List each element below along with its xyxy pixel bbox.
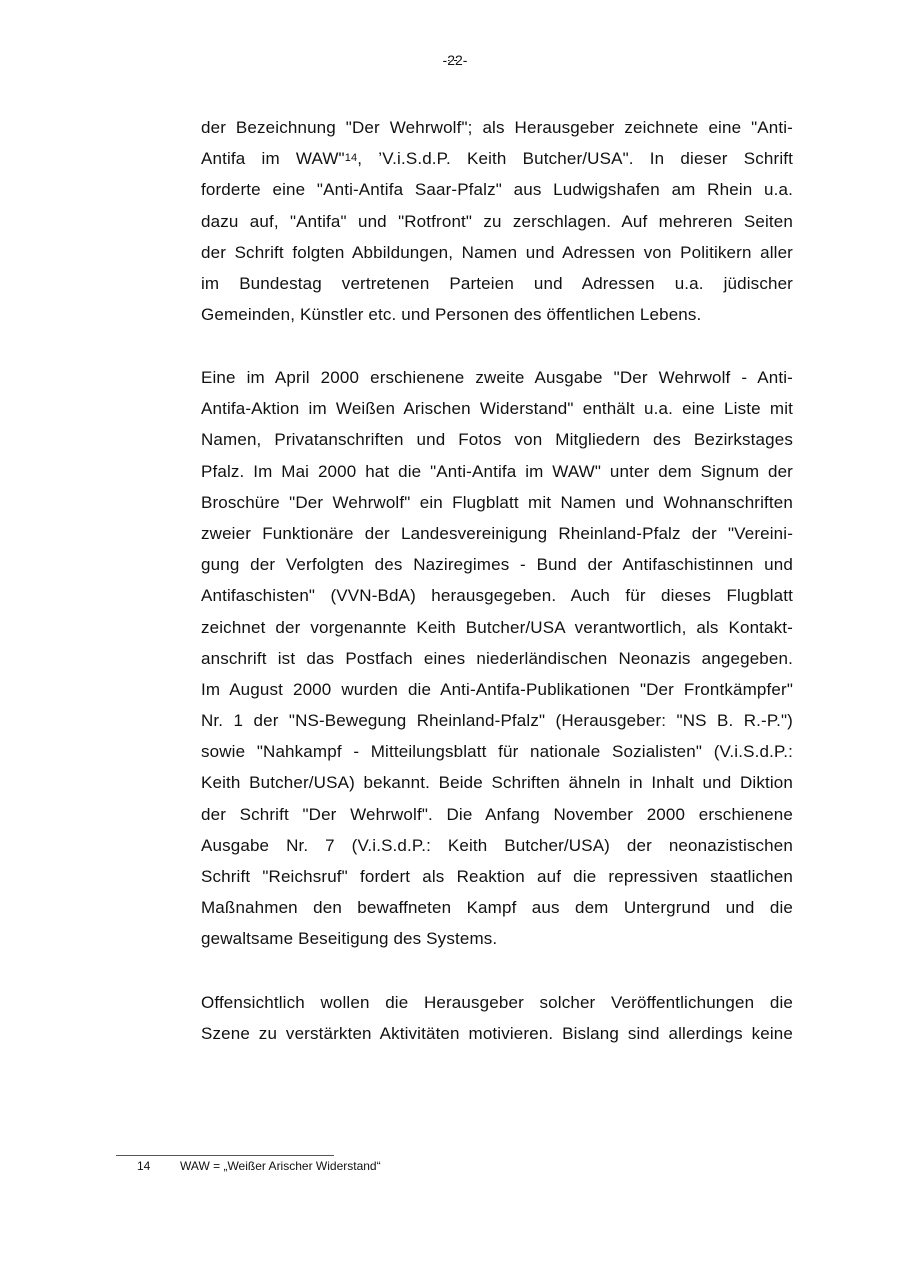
- paragraph-1: [201, 112, 793, 330]
- text-line: gung der Verfolgten des Naziregimes - Bund der Antifaschistinnen und: [201, 555, 793, 575]
- text-line: Antifa-Aktion im Weißen Arischen Widerstand" enthält u.a. eine Liste mit: [201, 399, 793, 419]
- text-line: Ausgabe Nr. 7 (V.i.S.d.P.: Keith Butcher/USA) der neonazistischen: [201, 835, 793, 855]
- text-line: Schrift "Reichsruf" fordert als Reaktion auf die repressiven staatlichen: [201, 867, 793, 886]
- text-line: zeichnet der vorgenannte Keith Butcher/USA verantwortlich, als Kontakt-: [201, 617, 793, 637]
- text-line: Eine im April 2000 erschienene zweite Ausgabe "Der Wehrwolf - Anti-: [201, 368, 793, 387]
- text-line: Pfalz. Im Mai 2000 hat die "Anti-Antifa im WAW" unter dem Signum der: [201, 461, 793, 481]
- text-line: Antifaschisten" (VVN-BdA) herausgegeben. Auch für dieses Flugblatt: [201, 586, 793, 606]
- text-line: Im August 2000 wurden die Anti-Antifa-Publikationen "Der Frontkämpfer": [201, 679, 793, 699]
- text-line: forderte eine "Anti-Antifa Saar-Pfalz" aus Ludwigshafen am Rhein u.a.: [201, 180, 793, 200]
- text-line: im Bundestag vertretenen Parteien und Adressen u.a. jüdischer: [201, 273, 793, 293]
- text-line: zweier Funktionäre der Landesvereinigung Rheinland-Pfalz der "Vereini-: [201, 523, 793, 543]
- footnote-separator: [116, 1155, 334, 1156]
- text-line: gewaltsame Beseitigung des Systems.: [201, 929, 498, 949]
- text-line: Keith Butcher/USA) bekannt. Beide Schriften ähneln in Inhalt und Diktion: [201, 773, 793, 793]
- text-segment: , ’V.i.S.d.P. Keith Butcher/USA". In dieser Schrift: [357, 149, 793, 169]
- text-line: [201, 143, 793, 174]
- paragraph-2: [201, 362, 793, 955]
- text-line: der Schrift folgten Abbildungen, Namen und Adressen von Politikern aller: [201, 242, 793, 262]
- text-line: Nr. 1 der "NS-Bewegung Rheinland-Pfalz" (Herausgeber: "NS B. R.-P."): [201, 711, 793, 731]
- text-line: der Schrift "Der Wehrwolf". Die Anfang November 2000 erschienene: [201, 804, 793, 824]
- text-line: Namen, Privatanschriften und Fotos von Mitgliedern des Bezirkstages: [201, 430, 793, 450]
- text-line: Offensichtlich wollen die Herausgeber solcher Veröffentlichungen die: [201, 993, 793, 1012]
- paragraph-3: [201, 987, 793, 1049]
- text-line: anschrift ist das Postfach eines niederländischen Neonazis angegeben.: [201, 648, 793, 668]
- footnote-text: WAW = „Weißer Arischer Widerstand“: [180, 1159, 381, 1173]
- text-line: dazu auf, "Antifa" und "Rotfront" zu zerschlagen. Auf mehreren Seiten: [201, 211, 793, 231]
- text-line: Broschüre "Der Wehrwolf" ein Flugblatt mit Namen und Wohnanschriften: [201, 492, 793, 512]
- text-line: der Bezeichnung "Der Wehrwolf"; als Herausgeber zeichnete eine "Anti-: [201, 118, 793, 137]
- text-line: Szene zu verstärkten Aktivitäten motivieren. Bislang sind allerdings keine: [201, 1024, 793, 1044]
- page-number: -22-: [442, 52, 468, 68]
- footnote-number: 14: [137, 1159, 151, 1173]
- footnote-reference[interactable]: 14: [344, 152, 358, 165]
- text-line: sowie "Nahkampf - Mitteilungsblatt für nationale Sozialisten" (V.i.S.d.P.:: [201, 742, 793, 762]
- text-line: Maßnahmen den bewaffneten Kampf aus dem Untergrund und die: [201, 898, 793, 918]
- footnote: [137, 1159, 381, 1173]
- text-line: Gemeinden, Künstler etc. und Personen des öffentlichen Lebens.: [201, 305, 702, 325]
- text-segment: Antifa im WAW": [201, 149, 345, 169]
